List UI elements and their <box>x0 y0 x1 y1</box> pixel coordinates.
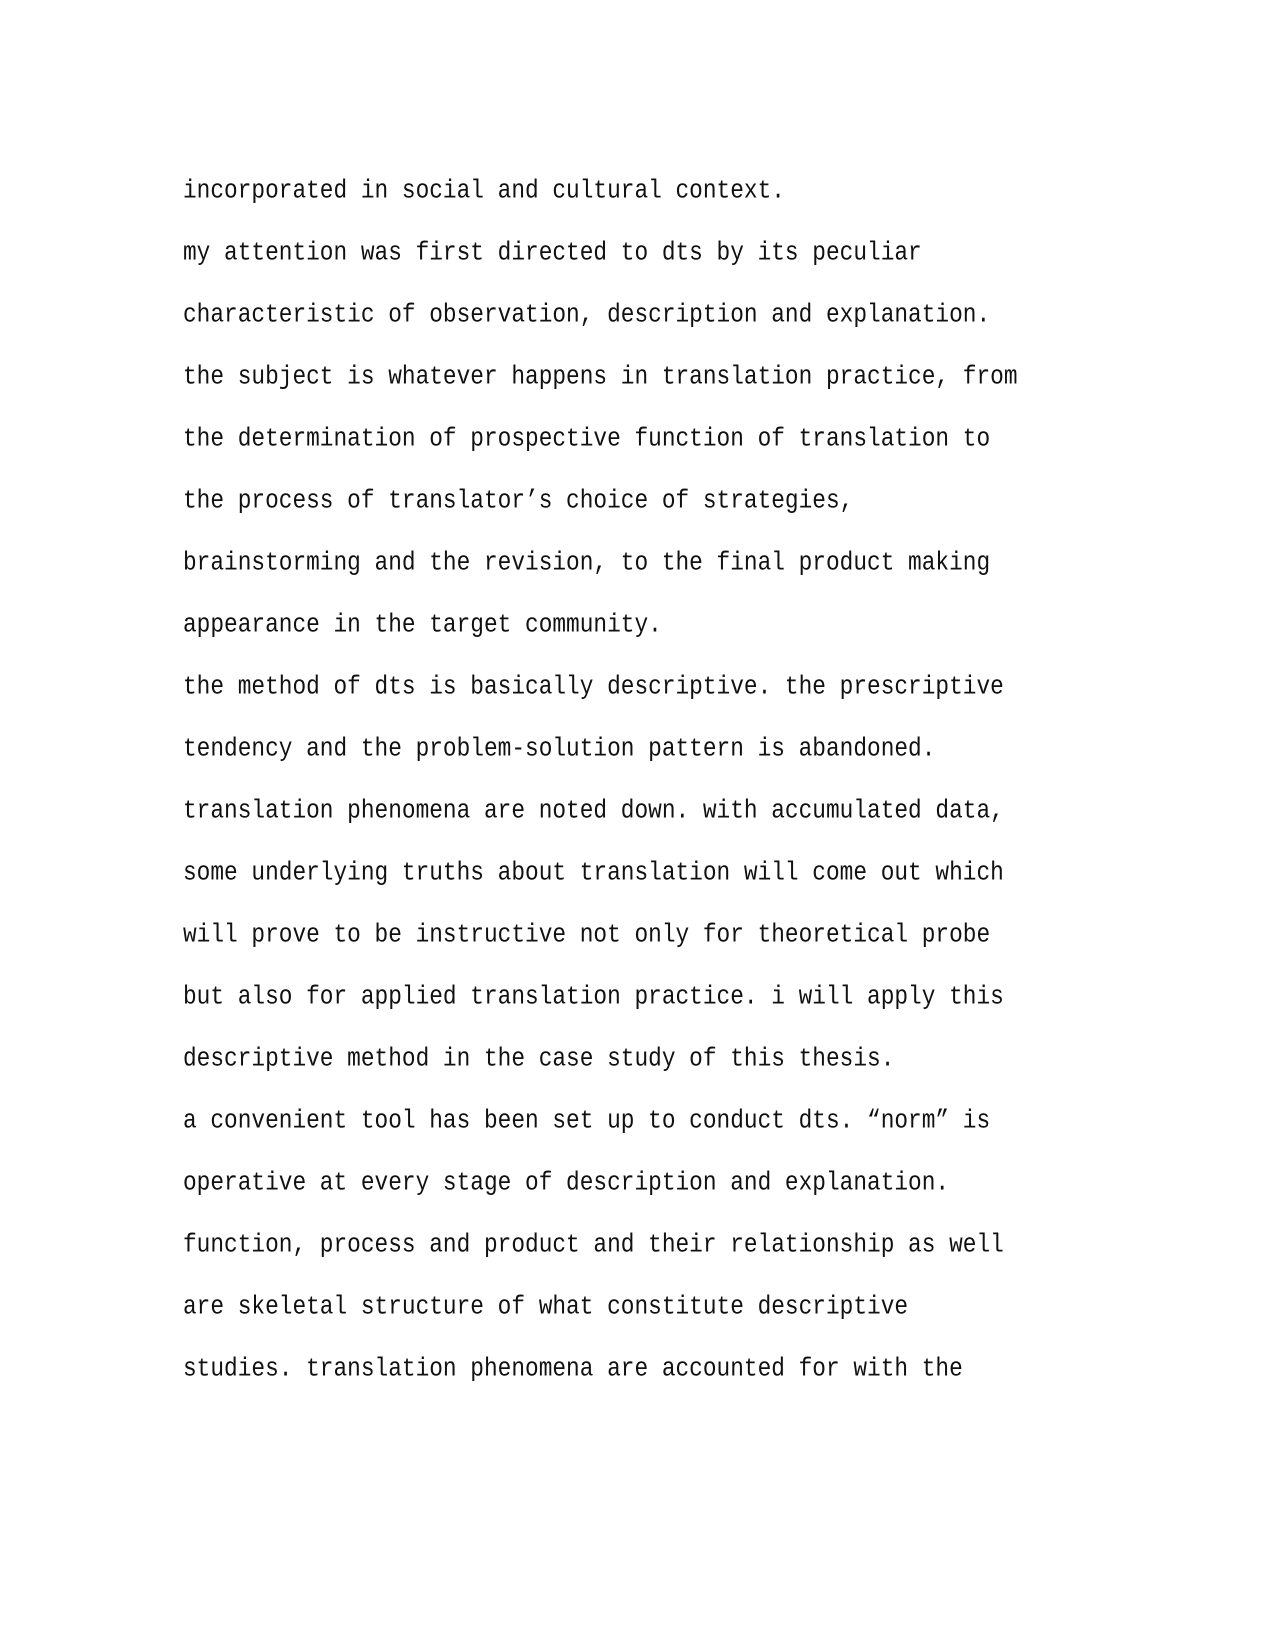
text-line: brainstorming and the revision, to the final product making <box>183 548 991 578</box>
text-line: the method of dts is basically descriptive. the prescriptive <box>183 672 1004 702</box>
text-line: a convenient tool has been set up to conduct dts. “norm” is <box>183 1106 991 1136</box>
body-text <box>183 160 1063 1400</box>
text-line: my attention was first directed to dts by its peculiar <box>183 238 922 268</box>
text-line: incorporated in social and cultural context. <box>183 176 785 206</box>
text-line: the determination of prospective function of translation to <box>183 424 991 454</box>
text-line: some underlying truths about translation will come out which <box>183 858 1004 888</box>
text-line: are skeletal structure of what constitute descriptive <box>183 1292 909 1322</box>
text-line: the process of translator’s choice of strategies, <box>183 486 854 516</box>
text-line: descriptive method in the case study of this thesis. <box>183 1044 895 1074</box>
text-line: operative at every stage of description and explanation. <box>183 1168 950 1198</box>
text-line: but also for applied translation practice. i will apply this <box>183 982 1004 1012</box>
text-line: appearance in the target community. <box>183 610 662 640</box>
text-line: tendency and the problem-solution pattern is abandoned. <box>183 734 936 764</box>
text-line: translation phenomena are noted down. with accumulated data, <box>183 796 1004 826</box>
text-line: characteristic of observation, description and explanation. <box>183 300 991 330</box>
text-line: function, process and product and their relationship as well <box>183 1230 1004 1260</box>
text-line: will prove to be instructive not only for theoretical probe <box>183 920 991 950</box>
text-line: the subject is whatever happens in translation practice, from <box>183 362 1018 392</box>
text-line: studies. translation phenomena are accounted for with the <box>183 1354 963 1384</box>
